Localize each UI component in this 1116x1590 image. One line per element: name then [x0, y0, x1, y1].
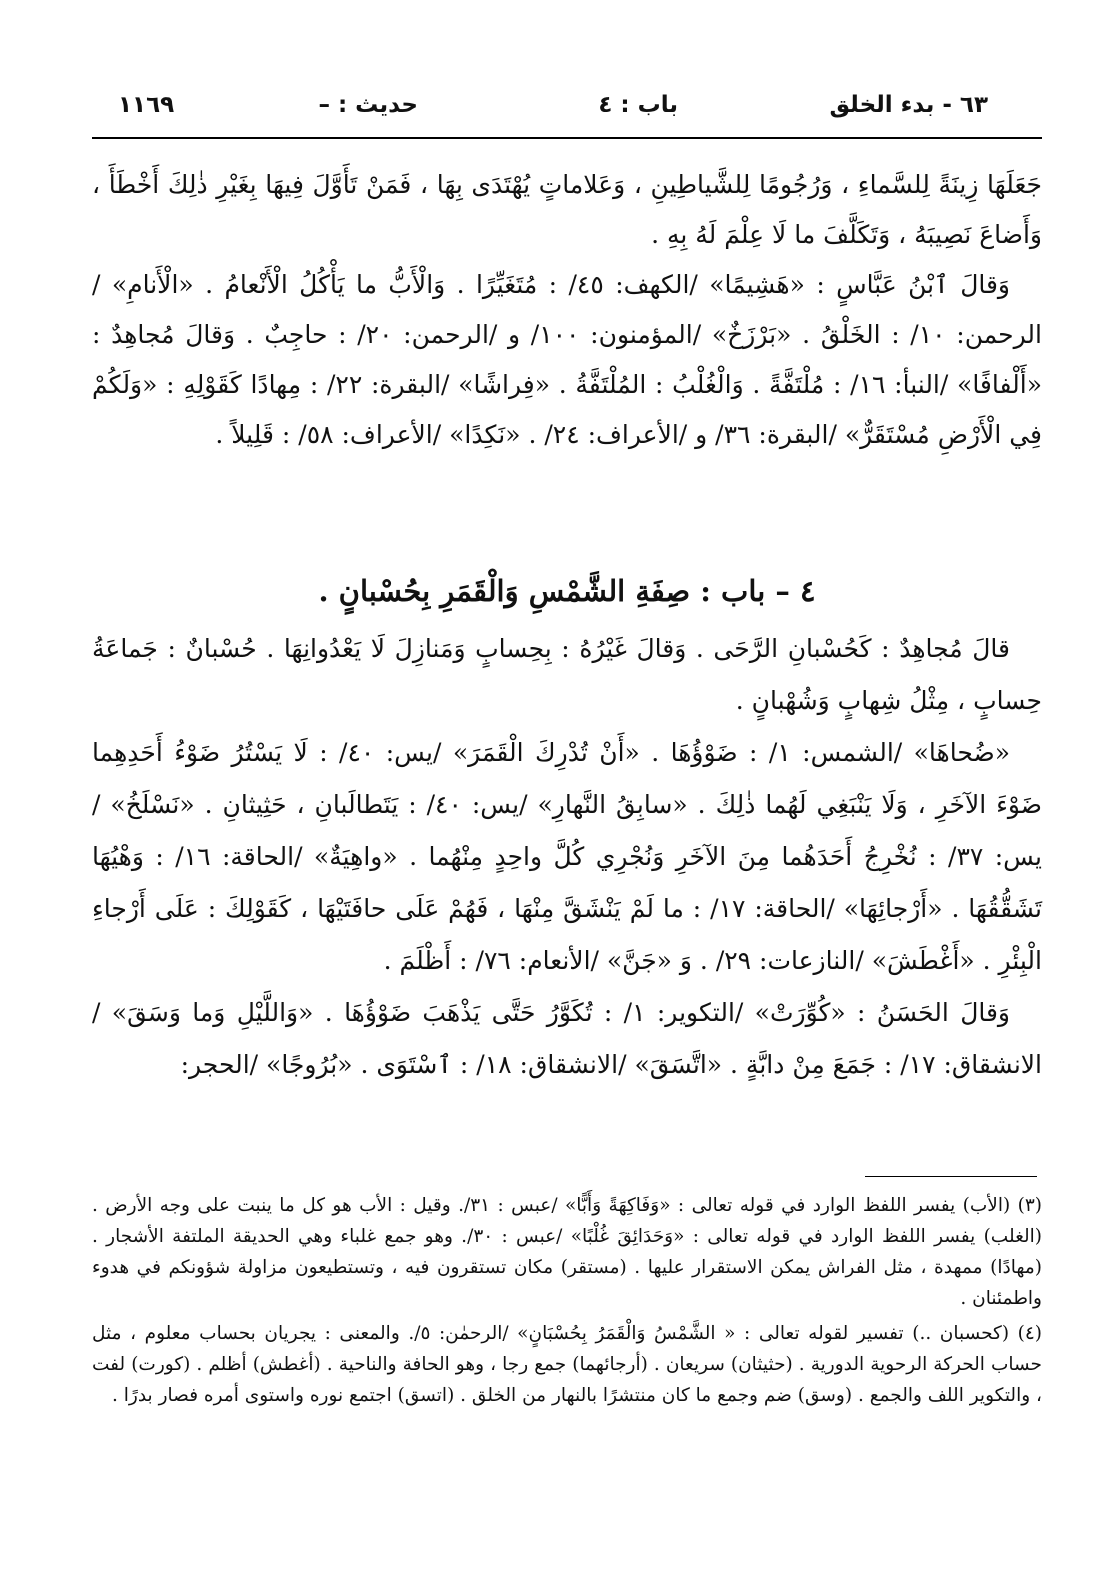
main-text-lower	[92, 623, 1042, 1091]
footnote-4: (٤) (كحسبان ..) تفسير لقوله تعالى : « الشَّمْسُ وَالْقَمَرُ بِحُسْبَانٍ» /الرحمٰن: ٥/. والمعنى : يجريان بحساب معلوم ، مثل حساب الحركة الرحوية الدورية . (حثيثان) سريعان . (أرجائهما) جمع رجا ، وهو الحافة والناحية . (أغطش) أظلم . (كورت) لفت ، والتكوير اللف والجمع . (وسق) ضم وجمع ما كان منتشرًا بالنهار من الخلق . (اتسق) اجتمع نوره واستوى أمره فصار بدرًا .	[92, 1323, 1042, 1406]
paragraph: جَعَلَهَا زِينَةً لِلسَّماءِ ، وَرُجُومًا لِلشَّياطِينِ ، وَعَلاماتٍ يُهْتَدَى بِهَا ، فَمَنْ تَأَوَّلَ فِيهَا بِغَيْرِ ذٰلِكَ أَخْطَأَ ، وَأَضاعَ نَصِيبَهُ ، وَتَكَلَّفَ ما لَا عِلْمَ لَهُ بِهِ .	[92, 170, 1042, 249]
footnotes	[92, 1190, 1042, 1411]
header-bab-number: باب : ٤	[598, 92, 678, 118]
running-header	[108, 82, 1038, 132]
paragraph: وَقالَ ٱبْنُ عَبَّاسٍ : «هَشِيمًا» /الكهف: ٤٥/ : مُتَغَيِّرًا . وَالْأَبُّ ما يَأْكُلُ الْأَنْعامُ . «الْأَنامِ» /الرحمن: ١٠/ : الخَلْقُ . «بَرْزَخٌ» /المؤمنون: ١٠٠/ و /الرحمن: ٢٠/ : حاجِبٌ . وَقالَ مُجاهِدٌ : «أَلْفافًا» /النبأ: ١٦/ : مُلْتَفَّةً . وَالْغُلْبُ : المُلْتَفَّةُ . «فِراشًا» /البقرة: ٢٢/ : مِهادًا كَقَوْلِهِ : «وَلَكُمْ فِي الْأَرْضِ مُسْتَقَرٌّ» /البقرة: ٣٦/ و /الأعراف: ٢٤/ . «نَكِدًا» /الأعراف: ٥٨/ : قَلِيلاً .	[92, 270, 1043, 449]
header-divider	[92, 137, 1042, 139]
paragraph: قالَ مُجاهِدٌ : كَحُسْبانِ الرَّحَى . وَقالَ غَيْرُهُ : بِحِسابٍ وَمَنازِلَ لَا يَعْدُوانِهَا . حُسْبانٌ : جَماعَةُ حِسابٍ ، مِثْلُ شِهابٍ وَشُهْبانٍ .	[92, 634, 1042, 715]
header-hadith-number: حديث : –	[318, 92, 418, 118]
page-number: ١١٦٩	[118, 92, 175, 118]
header-chapter-title: ٦٣ - بدء الخلق	[829, 92, 988, 118]
chapter-heading: ٤ – باب : صِفَةِ الشَّمْسِ وَالْقَمَرِ بِحُسْبانٍ .	[318, 574, 816, 608]
paragraph: «ضُحاهَا» /الشمس: ١/ : ضَوْؤُهَا . «أَنْ تُدْرِكَ الْقَمَرَ» /يس: ٤٠/ : لَا يَسْتُرُ ضَوْءُ أَحَدِهِما ضَوْءَ الآخَرِ ، وَلَا يَنْبَغِي لَهُما ذٰلِكَ . «سابِقُ النَّهارِ» /يس: ٤٠/ : يَتَطالَبانِ ، حَثِيثانِ . «نَسْلَخُ» /يس: ٣٧/ : نُخْرِجُ أَحَدَهُما مِنَ الآخَرِ وَنُجْرِي كُلَّ واحِدٍ مِنْهُما . «واهِيَةٌ» /الحاقة: ١٦/ : وَهْيُهَا تَشَقُّقُهَا . «أَرْجائِهَا» /الحاقة: ١٧/ : ما لَمْ يَنْشَقَّ مِنْهَا ، فَهُمْ عَلَى حافَتَيْهَا ، كَقَوْلِكَ : عَلَى أَرْجاءِ الْبِئْرِ . «أَغْطَشَ» /النازعات: ٢٩/ . وَ «جَنَّ» /الأنعام: ٧٦/ : أَظْلَمَ .	[92, 738, 1043, 975]
footnote-divider	[865, 1176, 1037, 1177]
footnote-3: (٣) (الأب) يفسر اللفظ الوارد في قوله تعالى : «وَفَاكِهَةً وَأَبًّا» /عبس : ٣١/. وقيل : الأب هو كل ما ينبت على وجه الأرض . (الغلب) يفسر اللفظ الوارد في قوله تعالى : «وَحَدَائِقَ غُلْبًا» /عبس : ٣٠/. وهو جمع غلباء وهي الحديقة الملتفة الأشجار . (مهادًا) ممهدة ، مثل الفراش يمكن الاستقرار عليها . (مستقر) مكان تستقرون فيه ، وتستطيعون مزاولة شؤونكم في هدوء واطمئنان .	[92, 1195, 1043, 1309]
main-text-upper	[92, 160, 1042, 460]
paragraph: وَقالَ الحَسَنُ : «كُوِّرَتْ» /التكوير: ١/ : تُكَوَّرُ حَتَّى يَذْهَبَ ضَوْؤُهَا . «وَاللَّيْلِ وَما وَسَقَ» /الانشقاق: ١٧/ : جَمَعَ مِنْ دابَّةٍ . «اتَّسَقَ» /الانشقاق: ١٨/ : ٱسْتَوَى . «بُرُوجًا» /الحجر:	[92, 998, 1042, 1079]
